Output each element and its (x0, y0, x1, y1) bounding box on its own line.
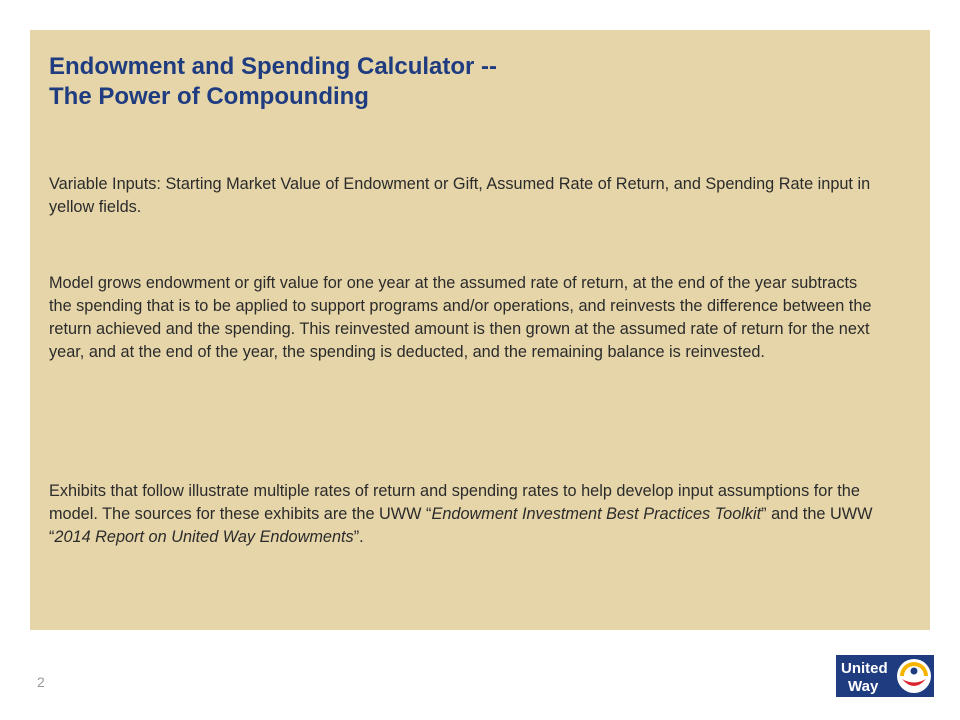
title-line-2: The Power of Compounding (49, 83, 369, 110)
content-panel (30, 30, 930, 630)
variable-inputs-paragraph: Variable Inputs: Starting Market Value of Endowment or Gift, Assumed Rate of Return, and Spending Rate input in yellow fields. (49, 175, 871, 216)
emblem-person-head (911, 668, 918, 675)
page-number: 2 (37, 674, 45, 690)
model-description-paragraph: Model grows endowment or gift value for one year at the assumed rate of return, at the end of the year subtracts the spending that is to be applied to support programs and/or operations, and reinvests the difference between the return achieved and the spending. This reinvested amount is then grown at the assumed rate of return for the next year, and at the end of the year, the spending is deducted, and the remaining balance is reinvested. (49, 274, 872, 361)
logo-emblem (897, 659, 931, 693)
exhibits-sources-paragraph (49, 480, 874, 549)
title-line-1: Endowment and Spending Calculator -- (49, 53, 498, 80)
report-title: 2014 Report on United Way Endowments (54, 528, 354, 546)
slide-title (49, 52, 497, 112)
exhibits-text-1: Exhibits that follow illustrate multiple rates of return and spending rates to help develop input assumptions for the model. The sources for these exhibits are the UWW “ (49, 482, 860, 523)
exhibits-text-2: ” and the UWW “ (49, 505, 873, 546)
toolkit-title: Endowment Investment Best Practices Toolkit (431, 505, 762, 523)
united-way-logo (836, 655, 934, 697)
logo-text-united: United (841, 660, 888, 677)
logo-text-way: Way (848, 678, 879, 695)
exhibits-text-3: ”. (353, 528, 364, 546)
